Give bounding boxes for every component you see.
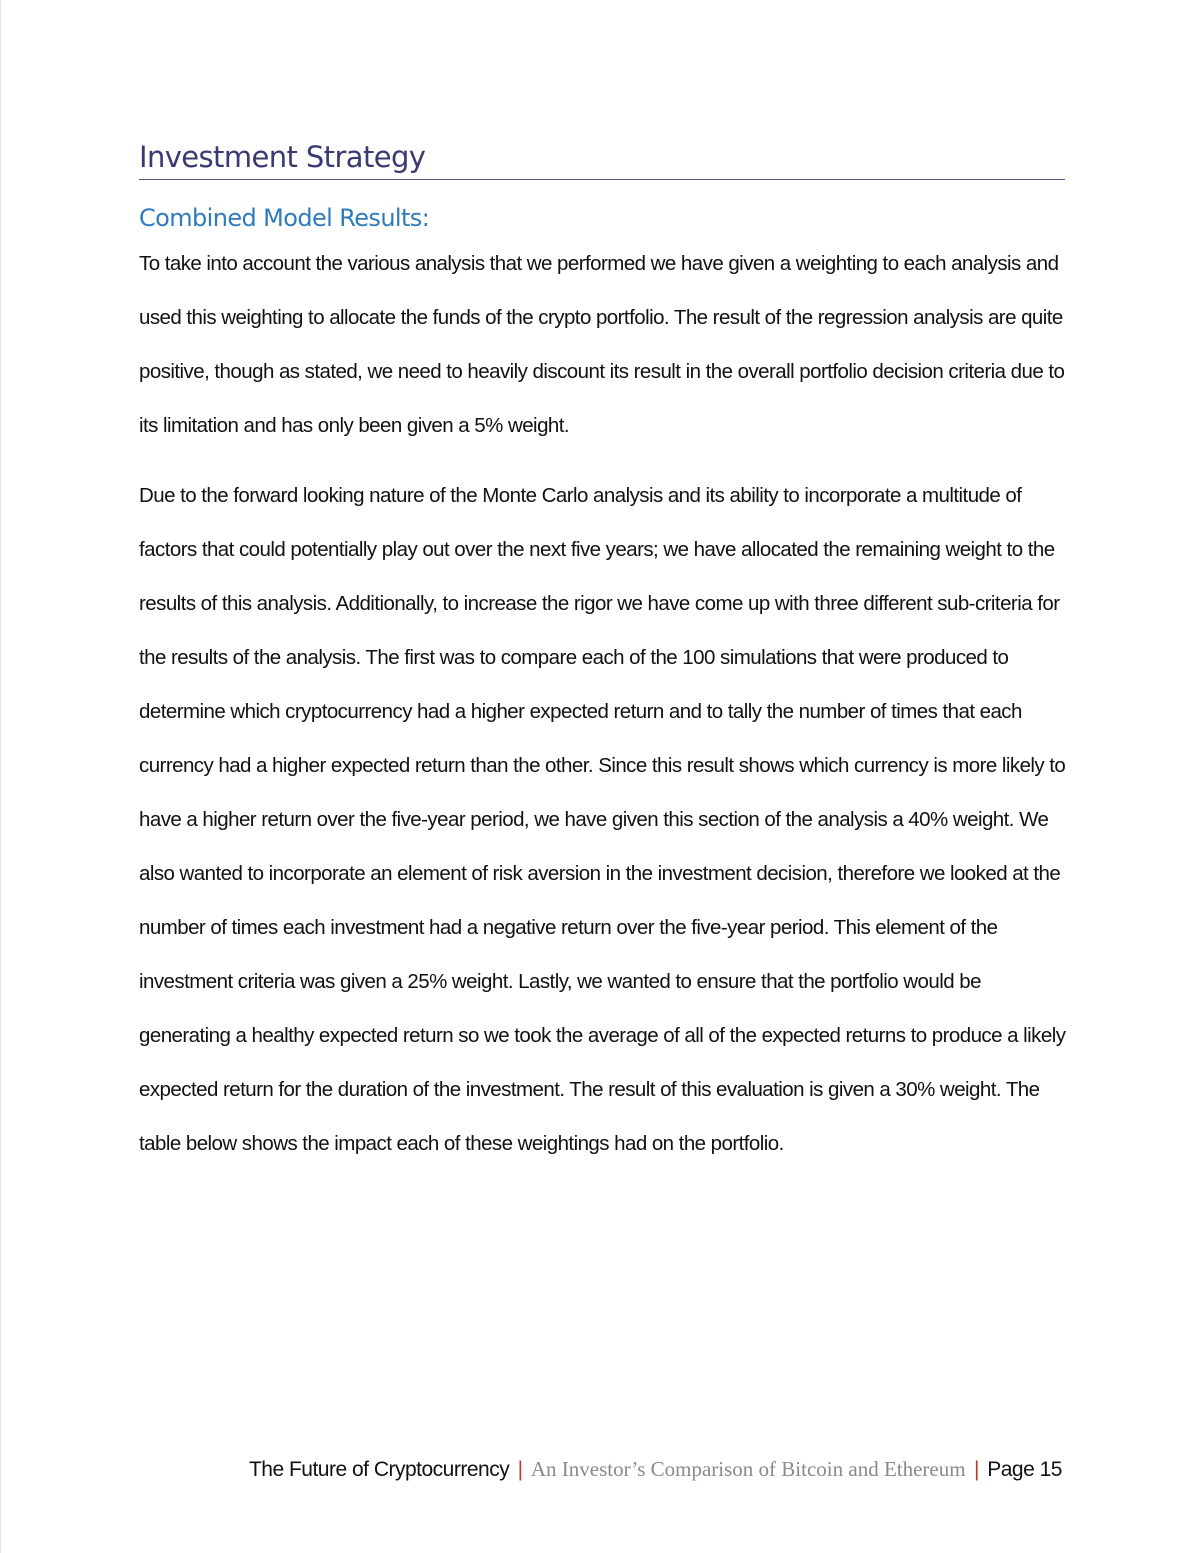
body-paragraph-2: Due to the forward looking nature of the Monte Carlo analysis and its ability to incorporate a multitude of factors that could potentially play out over the next five years; we have allocated the remaining weight to the results of this analysis. Additionally, to increase the rigor we have come up with three different sub-criteria for the results of the analysis. The first was to compare each of the 100 simulations that were produced to determine which cryptocurrency had a higher expected return and to tally the number of times that each currency had a higher expected return than the other. Since this result shows which currency is more likely to have a higher return over the five-year period, we have given this section of the analysis a 40% weight. We also wanted to incorporate an element of risk aversion in the investment decision, therefore we looked at the number of times each investment had a negative return over the five-year period. This element of the investment criteria was given a 25% weight. Lastly, we wanted to ensure that the portfolio would be generating a healthy expected return so we took the average of all of the expected returns to produce a likely expected return for the duration of the investment. The result of this evaluation is given a 30% weight. The table below shows the impact each of these weightings had on the portfolio. (139, 484, 1066, 1155)
section-heading: Investment Strategy (139, 138, 1065, 180)
body-paragraph-1: To take into account the various analysis that we performed we have given a weighting to each analysis and used this weighting to allocate the funds of the crypto portfolio. The result of the regression analysis are quite positive, though as stated, we need to heavily discount its result in the overall portfolio decision criteria due to its limitation and has only been given a 5% weight. (139, 252, 1065, 437)
footer-separator: | (973, 1458, 979, 1481)
footer-page-number: Page 15 (987, 1458, 1062, 1481)
footer-document-subtitle: An Investor’s Comparison of Bitcoin and Ethereum (530, 1457, 966, 1481)
footer-separator: | (517, 1458, 523, 1481)
subsection-heading: Combined Model Results: (139, 204, 430, 232)
footer-document-title: The Future of Cryptocurrency (248, 1458, 510, 1481)
page-footer (249, 1454, 1062, 1485)
